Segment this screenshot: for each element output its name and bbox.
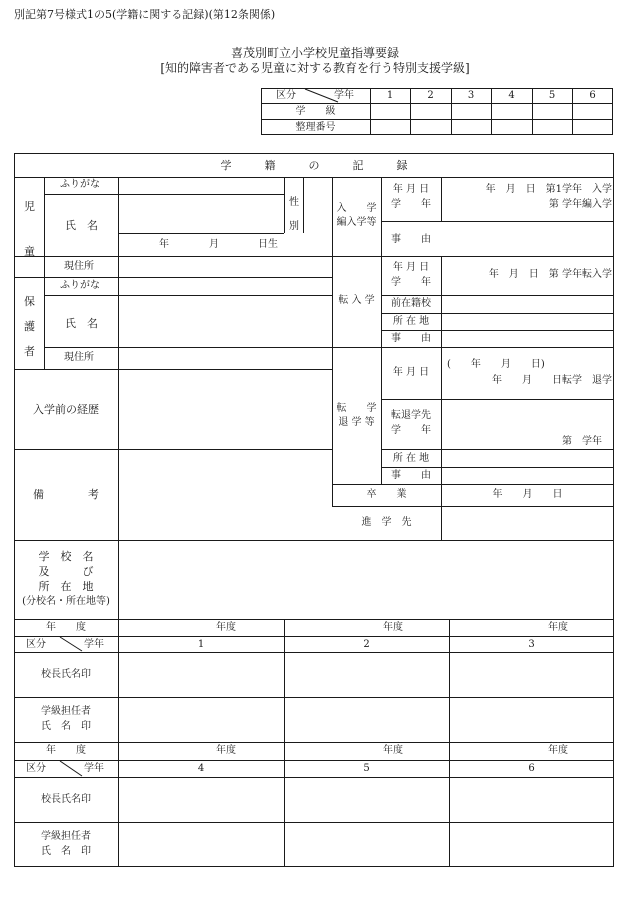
- transfer-out-reason-label: 事 由: [391, 470, 431, 481]
- top-grade-4: 4: [508, 90, 515, 101]
- entry-label-1: 入 学: [336, 203, 377, 214]
- before-entry-label: 入学前の経歴: [33, 403, 99, 416]
- nendo-text-b1: 年度: [216, 745, 236, 756]
- remarks-label: 備 考: [33, 488, 99, 501]
- transfer-in-date-label-2: 学 年: [391, 277, 431, 288]
- form-reference: 別記第7号様式1の5(学籍に関する記録)(第12条関係): [14, 8, 276, 21]
- guardian-address-label: 現住所: [64, 352, 94, 363]
- transfer-out-label-2: 退 学 等: [338, 417, 375, 428]
- kubun-label-a: 区分: [26, 639, 46, 650]
- grade-b-6: 6: [528, 763, 535, 774]
- transfer-dest-label-1: 転退学先: [391, 410, 431, 421]
- principal-label-a: 校長氏名印: [41, 669, 91, 680]
- grade-a-3: 3: [528, 639, 535, 650]
- top-grade-6: 6: [589, 90, 596, 101]
- entry-date-label-1: 年 月 日: [392, 184, 430, 195]
- transfer-out-date-label: 年 月 日: [392, 367, 430, 378]
- nendo-text-a3: 年度: [548, 622, 568, 633]
- principal-label-b: 校長氏名印: [41, 794, 91, 805]
- record-title: 学 籍 の 記 録: [220, 159, 408, 172]
- child-furigana-label: ふりがな: [60, 179, 100, 190]
- child-label-2: 童: [24, 245, 35, 258]
- school-label-1: 学 校 名: [38, 550, 94, 563]
- transfer-dest-value: 第 学年: [562, 436, 602, 447]
- transfer-in-location-label: 所 在 地: [392, 316, 430, 327]
- transfer-in-date-label-1: 年 月 日: [392, 262, 430, 273]
- guardian-label-1: 保: [24, 295, 35, 308]
- transfer-in-reason-label: 事 由: [391, 333, 431, 344]
- grade-a-1: 1: [197, 639, 205, 650]
- top-grade-2: 2: [427, 90, 434, 101]
- graduation-label: 卒 業: [366, 489, 407, 500]
- top-kubun-label: 区分: [276, 90, 296, 101]
- grade-a-2: 2: [363, 639, 370, 650]
- entry-label-2: 編入学等: [336, 217, 377, 228]
- prev-school-label: 前在籍校: [391, 298, 431, 309]
- guardian-label-2: 護: [24, 320, 35, 333]
- teacher-label-a-2: 氏 名 印: [41, 721, 91, 732]
- birth-day-label: 日生: [258, 239, 278, 250]
- top-grade-3: 3: [467, 90, 475, 101]
- nendo-text-a2: 年度: [383, 622, 403, 633]
- teacher-label-b-1: 学級担任者: [41, 831, 91, 842]
- grade-b-5: 5: [363, 763, 370, 774]
- child-name-label: 氏 名: [65, 219, 98, 232]
- transfer-out-date-value-1: ( 年 月 日): [447, 359, 545, 370]
- child-address-label: 現住所: [64, 261, 94, 272]
- next-school-label: 進 学 先: [361, 517, 412, 528]
- teacher-label-b-2: 氏 名 印: [41, 846, 91, 857]
- page-title: 喜茂別町立小学校児童指導要録: [230, 46, 399, 60]
- top-gakunen-label: 学年: [334, 90, 354, 101]
- nendo-label-b: 年 度: [46, 745, 86, 756]
- guardian-label-3: 者: [24, 345, 35, 358]
- birth-year-label: 年: [159, 239, 169, 250]
- top-grade-1: 1: [386, 90, 394, 101]
- top-number-label: 整理番号: [295, 122, 336, 133]
- nendo-label-a: 年 度: [46, 622, 86, 633]
- school-label-4: (分校名・所在地等): [22, 596, 110, 607]
- school-label-3: 所 在 地: [38, 580, 94, 593]
- entry-date-value-1: 年 月 日 第1学年 入学: [485, 184, 612, 195]
- entry-date-label-2: 学 年: [391, 199, 431, 210]
- birth-month-label: 月: [209, 239, 219, 250]
- guardian-furigana-label: ふりがな: [60, 280, 100, 291]
- transfer-out-date-value-2: 年 月 日転学 退学: [492, 375, 612, 386]
- transfer-out-label-1: 転 学: [336, 403, 377, 414]
- grade-b-4: 4: [197, 763, 205, 774]
- entry-reason-label: 事 由: [391, 234, 431, 245]
- transfer-out-location-label: 所 在 地: [392, 453, 430, 464]
- nendo-text-b3: 年度: [548, 745, 568, 756]
- nendo-text-b2: 年度: [383, 745, 403, 756]
- gakunen-label-b: 学年: [84, 763, 104, 774]
- teacher-label-a-1: 学級担任者: [41, 706, 91, 717]
- guardian-name-label: 氏 名: [65, 317, 98, 330]
- sex-label-2: 別: [289, 221, 299, 232]
- school-label-2: 及 び: [38, 565, 94, 578]
- transfer-in-date-value: 年 月 日 第 学年転入学: [488, 269, 612, 280]
- gakunen-label-a: 学年: [84, 639, 104, 650]
- sex-label-1: 性: [289, 197, 299, 208]
- page-subtitle: [知的障害者である児童に対する教育を行う特別支援学級]: [160, 61, 470, 75]
- top-class-label: 学 級: [295, 106, 336, 117]
- child-label-1: 児: [24, 200, 35, 213]
- transfer-in-label: 転 入 学: [338, 295, 375, 306]
- entry-date-value-2: 第 学年編入学: [548, 199, 612, 210]
- graduation-value: 年 月 日: [492, 489, 563, 500]
- transfer-dest-label-2: 学 年: [391, 425, 431, 436]
- kubun-label-b: 区分: [26, 763, 46, 774]
- top-grade-5: 5: [548, 90, 556, 101]
- nendo-text-a1: 年度: [216, 622, 236, 633]
